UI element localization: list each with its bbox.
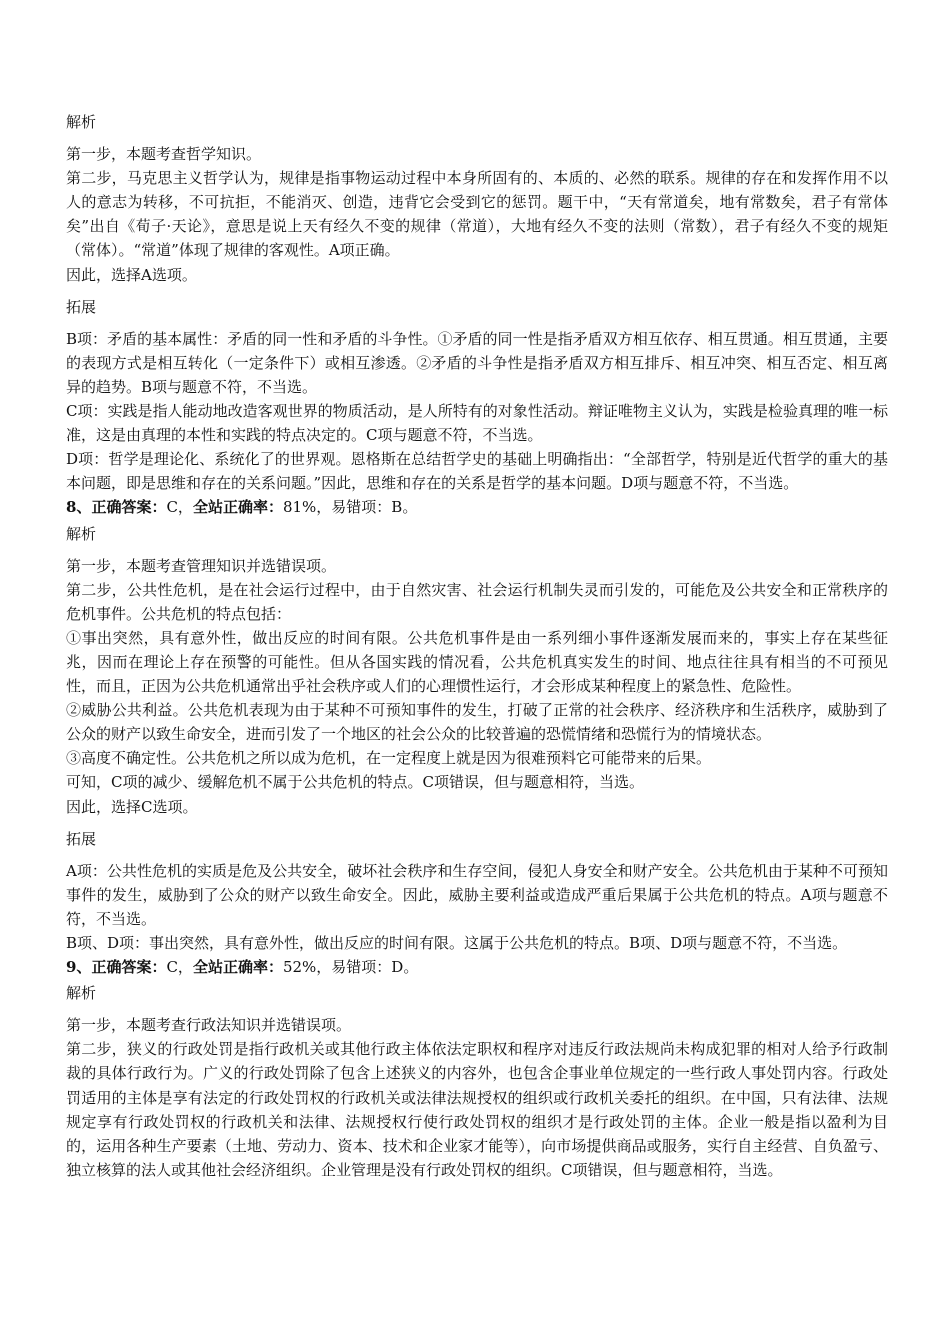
answer-label: 正确答案： bbox=[91, 498, 167, 517]
paragraph: 第一步，本题考查哲学知识。 bbox=[66, 145, 262, 164]
answer-label: 正确答案： bbox=[91, 958, 167, 977]
paragraph: ②威胁公共利益。公共危机表现为由于某种不可预知事件的发生，打破了正常的社会秩序、经济秩序和生活秩序，威胁到了公众的财产以致生命安全，进而引发了一个地区的社会公众的比较普遍的恐慌情绪和恐慌行为的情境状态。 bbox=[66, 701, 888, 744]
question-number: 9、 bbox=[66, 958, 92, 977]
section-heading: 解析 bbox=[66, 113, 97, 131]
section-heading: 拓展 bbox=[66, 297, 97, 316]
answer-line bbox=[66, 495, 888, 519]
rate-label: 全站正确率： bbox=[192, 958, 283, 977]
section-heading: 解析 bbox=[66, 524, 97, 543]
paragraph: 因此，选择C选项。 bbox=[66, 797, 198, 816]
paragraph: C项：实践是指人能动地改造客观世界的物质活动，是人所特有的对象性活动。辩证唯物主义认为，实践是检验真理的唯一标准，这是由真理的本性和实践的特点决定的。C项与题意不符，不当选。 bbox=[66, 402, 888, 445]
paragraph: 第一步，本题考查管理知识并选错误项。 bbox=[66, 556, 337, 575]
paragraph: 第二步，马克思主义哲学认为，规律是指事物运动过程中本身所固有的、本质的、必然的联系。规律的存在和发挥作用不以人的意志为转移，不可抗拒，不能消灭、创造，违背它会受到它的惩罚。题干中，“天有常道矣，地有常数矣，君子有常体矣”出自《荀子·天论》，意思是说上天有经久不变的规律（常道），大地有经久不变的法则（常数），君子有经久不变的规矩（常体）。“常道”体现了规律的客观性。A项正确。 bbox=[66, 169, 888, 260]
question-number: 8、 bbox=[66, 498, 92, 517]
paragraph: 第二步，公共性危机，是在社会运行过程中，由于自然灾害、社会运行机制失灵而引发的，可能危及公共安全和正常秩序的危机事件。公共危机的特点包括： bbox=[66, 580, 888, 623]
paragraph: ③高度不确定性。公共危机之所以成为危机，在一定程度上就是因为很难预料它可能带来的后果。 bbox=[66, 749, 712, 768]
section-heading: 拓展 bbox=[66, 829, 97, 848]
answer-value: C， bbox=[166, 958, 193, 977]
paragraph: 因此，选择A选项。 bbox=[66, 265, 197, 284]
rate-value: 81%，易错项：B。 bbox=[282, 498, 418, 517]
paragraph: B项：矛盾的基本属性：矛盾的同一性和矛盾的斗争性。①矛盾的同一性是指矛盾双方相互依存、相互贯通。相互贯通，主要的表现方式是相互转化（一定条件下）或相互渗透。②矛盾的斗争性是指矛盾双方相互排斥、相互冲突、相互否定、相互离异的趋势。B项与题意不符，不当选。 bbox=[66, 329, 888, 396]
answer-line bbox=[66, 955, 888, 979]
paragraph: A项：公共性危机的实质是危及公共安全，破坏社会秩序和生存空间，侵犯人身安全和财产安全。公共危机由于某种不可预知事件的发生，威胁到了公众的财产以致生命安全。因此，威胁主要利益或造成严重后果属于公共危机的特点。A项与题意不符，不当选。 bbox=[66, 861, 888, 928]
paragraph: ①事出突然，具有意外性，做出反应的时间有限。公共危机事件是由一系列细小事件逐渐发展而来的，事实上存在某些征兆，因而在理论上存在预警的可能性。但从各国实践的情况看，公共危机真实发生的时间、地点往往具有相当的不可预见性，而且，正因为公共危机通常出乎社会秩序或人们的心理惯性运行，才会形成某种程度上的紧急性、危险性。 bbox=[66, 628, 888, 696]
paragraph: 第一步，本题考查行政法知识并选错误项。 bbox=[66, 1016, 352, 1035]
answer-value: C， bbox=[166, 498, 193, 517]
document-page bbox=[66, 108, 888, 1182]
section-heading: 解析 bbox=[66, 984, 97, 1003]
paragraph: 第二步，狭义的行政处罚是指行政机关或其他行政主体依法定职权和程序对违反行政法规尚未构成犯罪的相对人给予行政制裁的具体行政行为。广义的行政处罚除了包含上述狭义的内容外，也包含企事业单位规定的一些行政人事处罚内容。行政处罚适用的主体是享有法定的行政处罚权的行政机关或法律法规授权的组织或行政机关委托的组织。在中国，只有法律、法规规定享有行政处罚权的行政机关和法律、法规授权行使行政处罚权的组织才是行政处罚的主体。企业一般是指以盈利为目的，运用各种生产要素（土地、劳动力、资本、技术和企业家才能等），向市场提供商品或服务，实行自主经营、自负盈亏、独立核算的法人或其他社会经济组织。企业管理是没有行政处罚权的组织。C项错误，但与题意相符，当选。 bbox=[66, 1040, 888, 1179]
paragraph: B项、D项：事出突然，具有意外性，做出反应的时间有限。这属于公共危机的特点。B项、D项与题意不符，不当选。 bbox=[66, 934, 848, 952]
paragraph: 可知，C项的减少、缓解危机不属于公共危机的特点。C项错误，但与题意相符，当选。 bbox=[66, 773, 644, 792]
paragraph: D项：哲学是理论化、系统化了的世界观。恩格斯在总结哲学史的基础上明确指出：“全部哲学，特别是近代哲学的重大的基本问题，即是思维和存在的关系问题。”因此，思维和存在的关系是哲学的基本问题。D项与题意不符，不当选。 bbox=[66, 450, 888, 493]
rate-label: 全站正确率： bbox=[192, 498, 283, 517]
rate-value: 52%，易错项：D。 bbox=[282, 958, 419, 977]
